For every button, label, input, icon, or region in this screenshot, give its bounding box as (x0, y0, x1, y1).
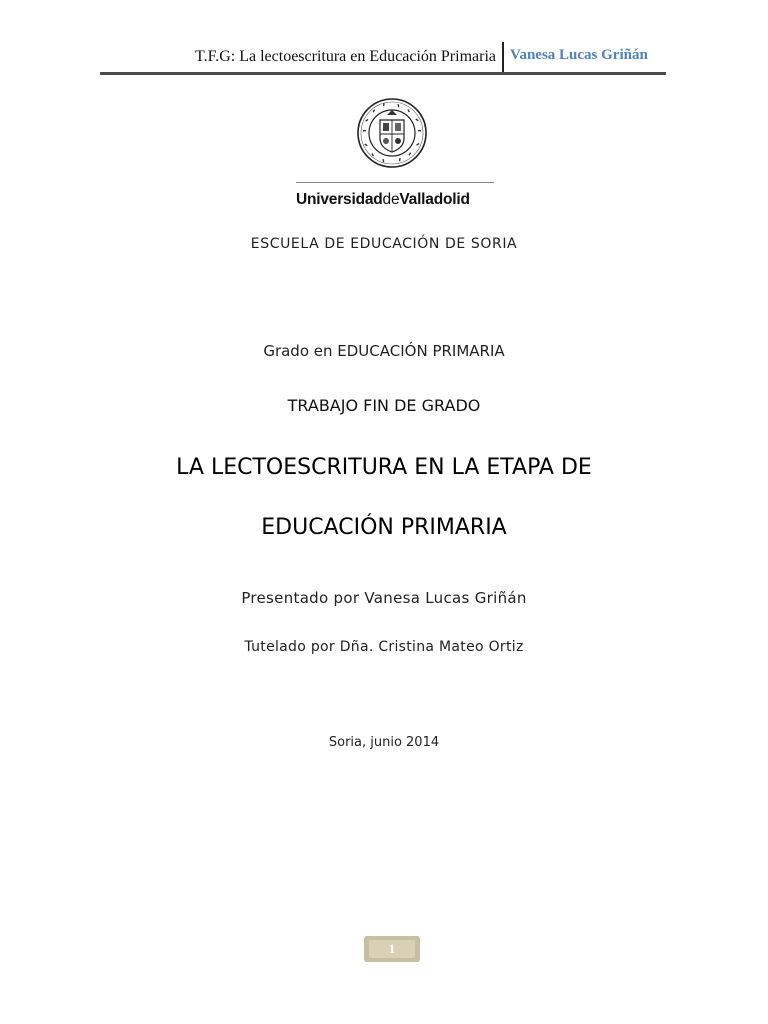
page-number: 1 (369, 940, 415, 958)
logo-divider (296, 182, 494, 183)
place-date: Soria, junio 2014 (328, 735, 440, 750)
university-seal-icon (346, 98, 438, 168)
school-name: ESCUELA DE EDUCACIÓN DE SORIA (250, 236, 518, 252)
wordmark-de: de (382, 191, 400, 208)
page-number-box (364, 936, 420, 962)
tutor-line: Tutelado por Dña. Cristina Mateo Ortiz (244, 639, 524, 655)
header-rule (100, 72, 666, 75)
wordmark-universidad: Universidad (296, 191, 383, 208)
degree-name: Grado en EDUCACIÓN PRIMARIA (263, 342, 505, 360)
work-type: TRABAJO FIN DE GRADO (287, 396, 481, 415)
university-wordmark (296, 191, 496, 209)
wordmark-valladolid: Valladolid (399, 191, 470, 208)
header-divider (502, 42, 504, 72)
thesis-title-line-2: EDUCACIÓN PRIMARIA (261, 515, 507, 540)
thesis-title-line-1: LA LECTOESCRITURA EN LA ETAPA DE (176, 455, 592, 480)
author-line: Presentado por Vanesa Lucas Griñán (241, 589, 527, 607)
seal-graphic (346, 98, 438, 168)
header-document-title: T.F.G: La lectoescritura en Educación Primaria (195, 48, 496, 65)
header-author: Vanesa Lucas Griñán (510, 47, 648, 63)
page-header (100, 40, 666, 74)
